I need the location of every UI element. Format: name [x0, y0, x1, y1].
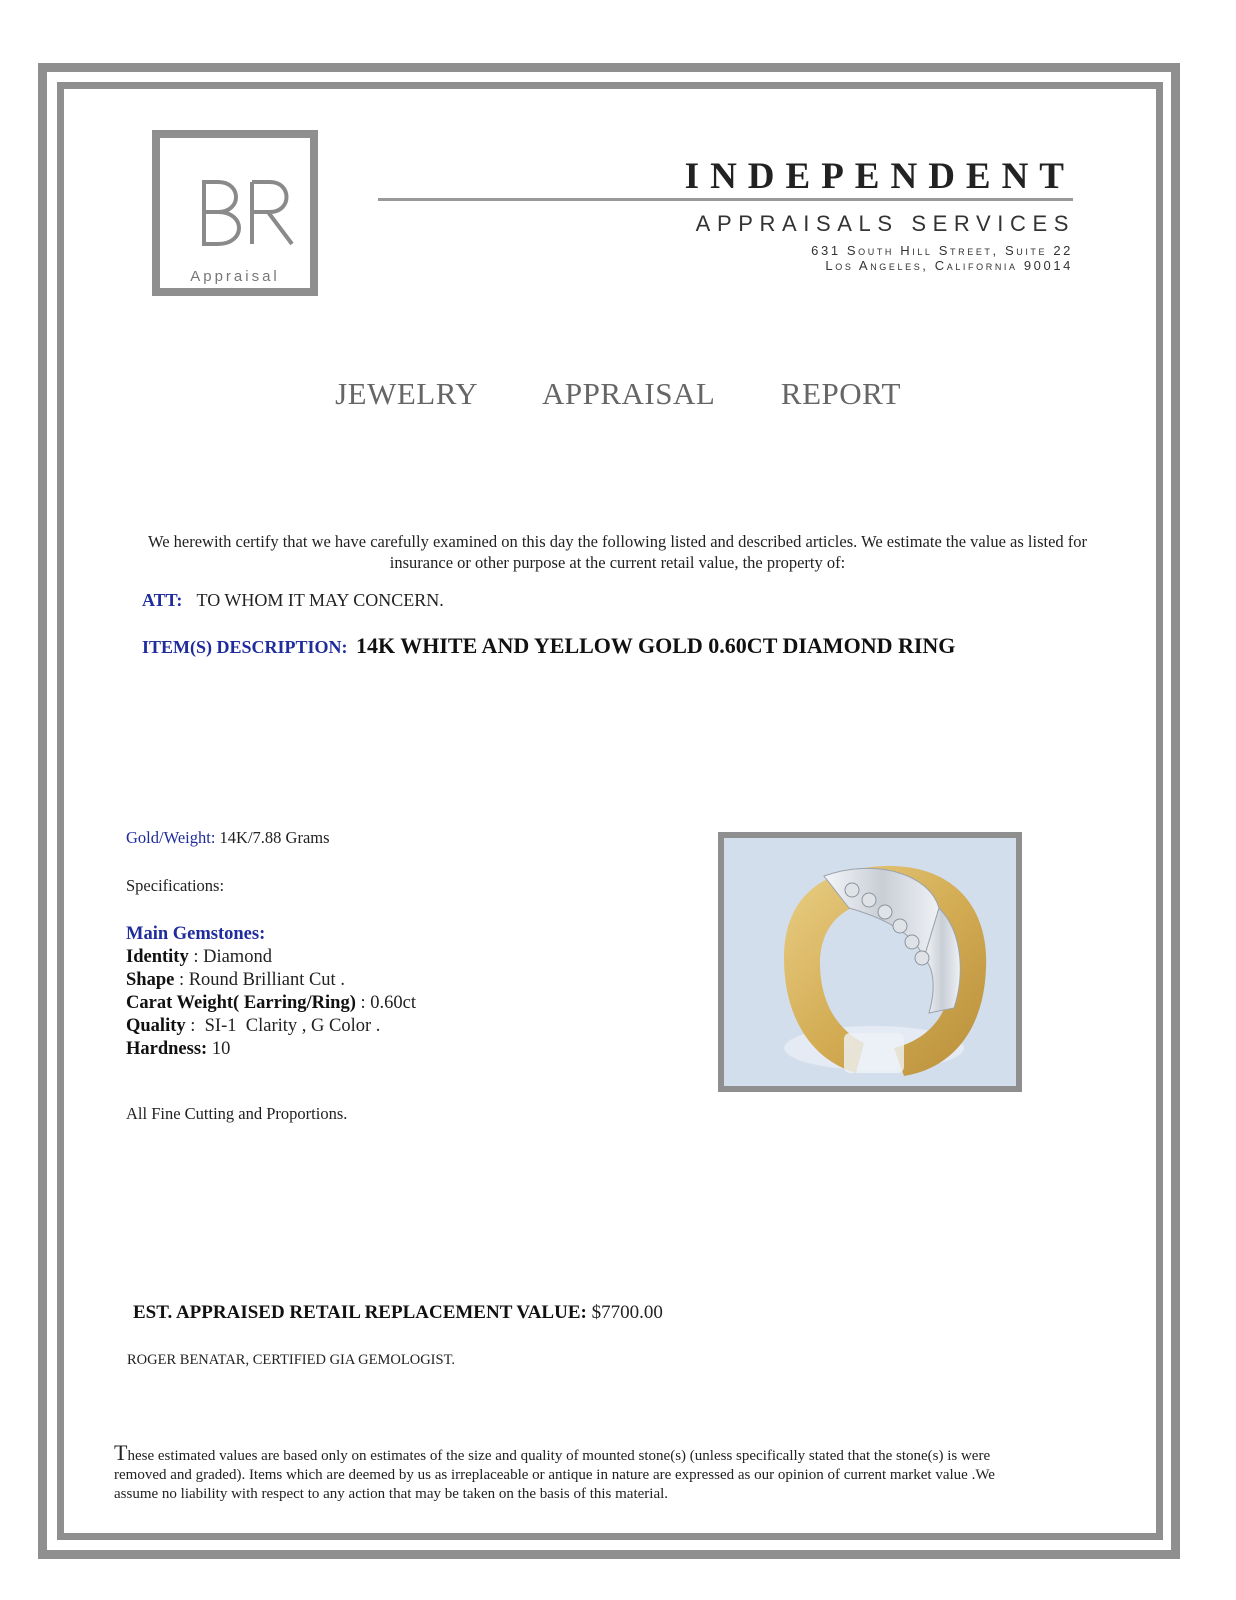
- item-description-value: 14K WHITE AND YELLOW GOLD 0.60CT DIAMOND RING: [356, 633, 956, 658]
- identity-row: [126, 946, 416, 969]
- quality-value: : SI-1 Clarity , G Color .: [185, 1016, 381, 1036]
- gold-weight-value: 14K/7.88 Grams: [219, 828, 330, 847]
- shape-value: : Round Brilliant Cut .: [174, 970, 345, 990]
- gemstone-details: [126, 946, 416, 1061]
- carat-row: [126, 992, 416, 1015]
- item-description: [142, 633, 955, 659]
- shape-row: [126, 969, 416, 992]
- attention-label: ATT:: [142, 590, 183, 610]
- disclaimer-initial: T: [114, 1440, 128, 1465]
- hardness-value: 10: [207, 1039, 231, 1059]
- estimated-value-amount: $7700.00: [591, 1302, 663, 1323]
- estimated-value-label: EST. APPRAISED RETAIL REPLACEMENT VALUE:: [133, 1302, 587, 1323]
- carat-label: Carat Weight( Earring/Ring): [126, 993, 356, 1013]
- gold-weight-label: Gold/Weight:: [126, 828, 216, 847]
- appraisal-logo: [152, 130, 318, 296]
- hardness-row: [126, 1038, 416, 1061]
- fine-cutting-note: All Fine Cutting and Proportions.: [126, 1104, 348, 1123]
- attention-line: [142, 590, 444, 611]
- identity-label: Identity: [126, 947, 189, 967]
- br-monogram-icon: [198, 178, 298, 248]
- address-line-1: 631 South Hill Street, Suite 22: [811, 243, 1073, 258]
- gemologist-signature: ROGER BENATAR, CERTIFIED GIA GEMOLOGIST.: [127, 1352, 455, 1368]
- certification-intro: We herewith certify that we have carefully examined on this day the following listed and described articles. We estimate the value as listed for insurance or other purpose at the current retail value, the property of:: [147, 532, 1088, 572]
- logo-word: Appraisal: [190, 268, 280, 285]
- ring-photo: [718, 832, 1022, 1092]
- specifications-label: Specifications:: [126, 876, 225, 895]
- gold-weight: [126, 828, 330, 848]
- header-divider: [378, 198, 1073, 201]
- report-title: JEWELRY APPRAISAL REPORT: [335, 376, 901, 411]
- hardness-label: Hardness:: [126, 1039, 208, 1059]
- carat-value: : 0.60ct: [355, 993, 416, 1013]
- quality-row: [126, 1015, 416, 1038]
- item-description-label: ITEM(S) DESCRIPTION:: [142, 637, 348, 657]
- quality-label: Quality: [126, 1016, 186, 1036]
- company-name: INDEPENDENT: [684, 156, 1075, 197]
- disclaimer: [114, 1440, 1024, 1504]
- estimated-value: [133, 1302, 663, 1324]
- disclaimer-text: hese estimated values are based only on estimates of the size and quality of mounted stone(s) (unless specifically stated that the stone(s) is were removed and graded). Items which are deemed by us as irreplaceable or antique in nature are expressed as our opinion of current market value .We assume no liability with respect to any action that may be taken on the basis of this material.: [114, 1448, 995, 1502]
- main-gemstones-heading: Main Gemstones:: [126, 924, 266, 944]
- address-line-2: Los Angeles, California 90014: [825, 258, 1073, 273]
- company-subtitle: APPRAISALS SERVICES: [695, 211, 1075, 236]
- identity-value: : Diamond: [188, 947, 272, 967]
- attention-value: TO WHOM IT MAY CONCERN.: [196, 590, 444, 610]
- ring-illustration: [724, 838, 1016, 1086]
- shape-label: Shape: [126, 970, 175, 990]
